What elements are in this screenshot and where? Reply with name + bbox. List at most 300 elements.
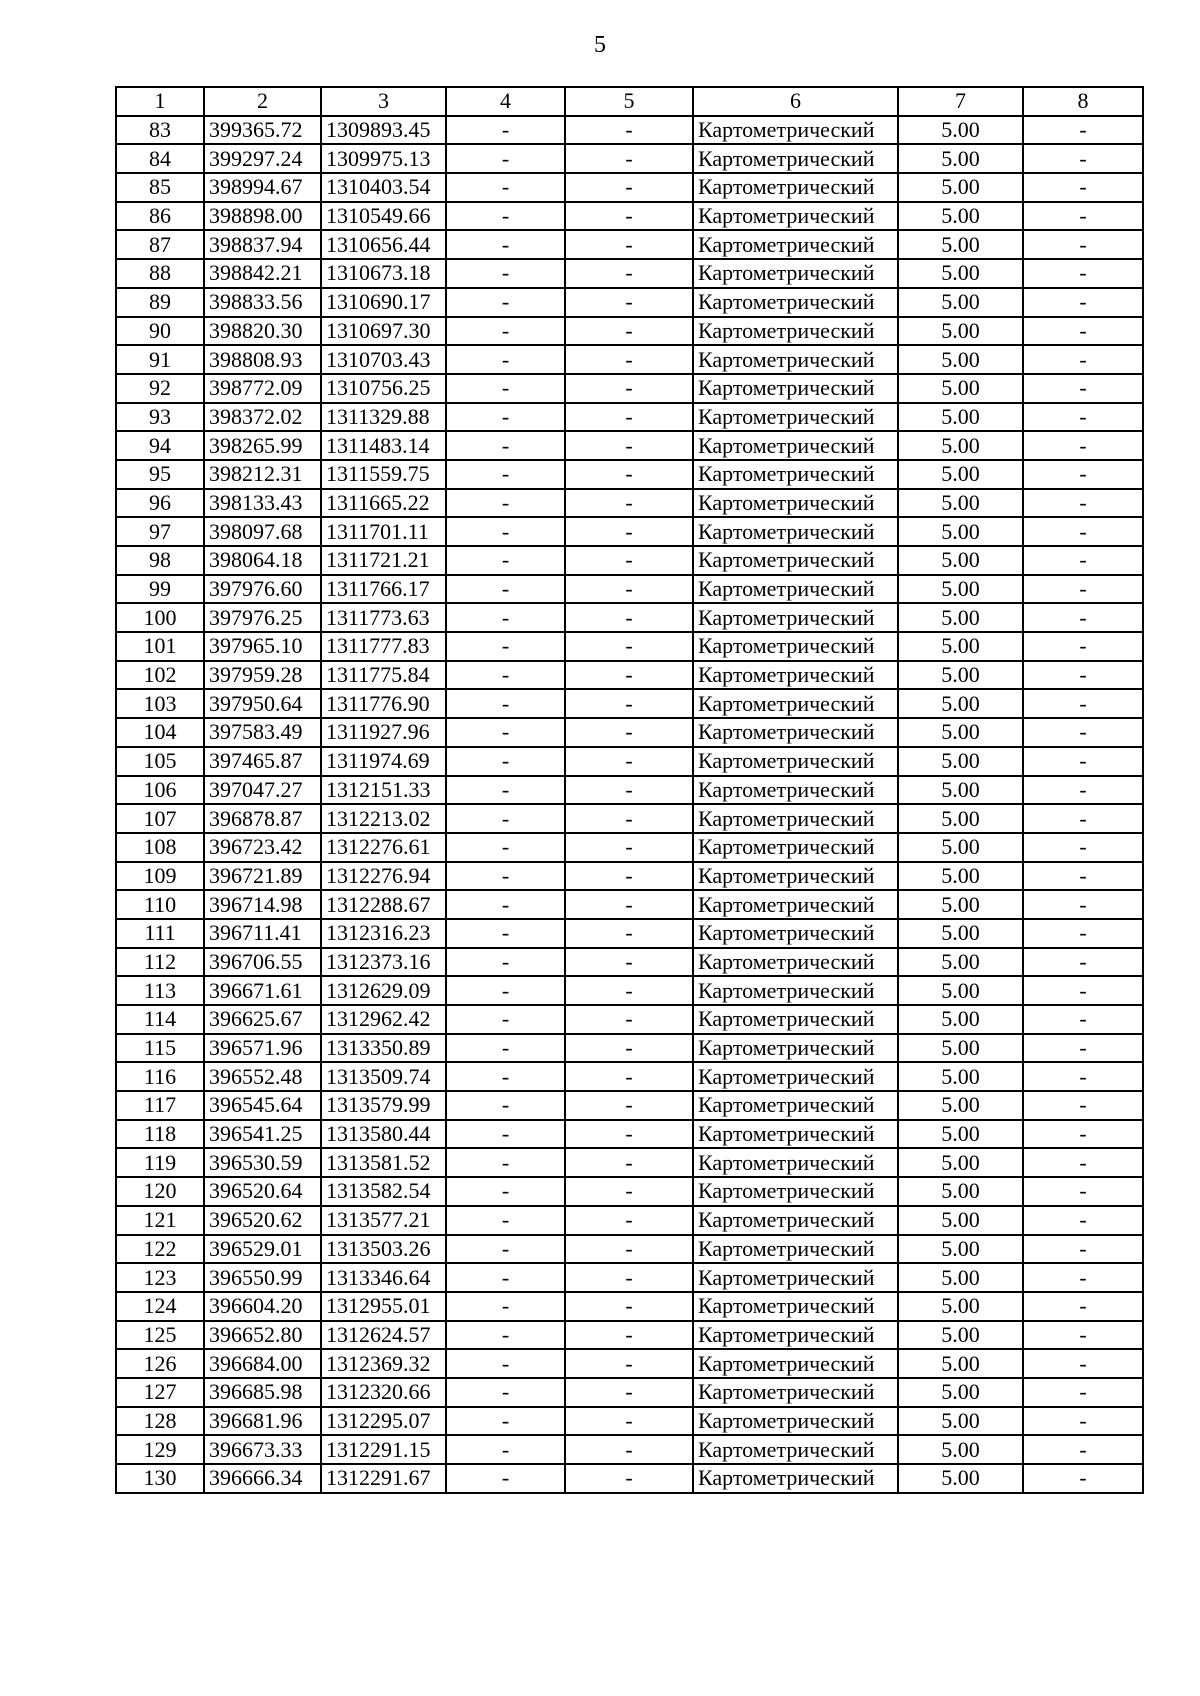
point-number-cell: 98: [116, 546, 204, 575]
y-coordinate-cell: 1313346.64: [321, 1263, 446, 1292]
col-5-cell: -: [565, 1062, 693, 1091]
column-header-8: 8: [1023, 87, 1143, 116]
y-coordinate-cell: 1311721.21: [321, 546, 446, 575]
col-8-cell: -: [1023, 1349, 1143, 1378]
x-coordinate-cell: 399365.72: [204, 116, 321, 145]
point-number-cell: 92: [116, 374, 204, 403]
column-header-4: 4: [446, 87, 565, 116]
accuracy-cell: 5.00: [898, 862, 1023, 891]
accuracy-cell: 5.00: [898, 1120, 1023, 1149]
col-5-cell: -: [565, 1407, 693, 1436]
col-4-cell: -: [446, 1235, 565, 1264]
x-coordinate-cell: 397959.28: [204, 661, 321, 690]
col-4-cell: -: [446, 517, 565, 546]
table-body: [116, 116, 1143, 1493]
y-coordinate-cell: 1312955.01: [321, 1292, 446, 1321]
point-number-cell: 129: [116, 1435, 204, 1464]
table-row: [116, 890, 1143, 919]
point-number-cell: 112: [116, 948, 204, 977]
y-coordinate-cell: 1313581.52: [321, 1148, 446, 1177]
point-number-cell: 107: [116, 804, 204, 833]
method-cell: Картометрический: [693, 1407, 898, 1436]
method-cell: Картометрический: [693, 862, 898, 891]
y-coordinate-cell: 1312276.61: [321, 833, 446, 862]
col-4-cell: -: [446, 747, 565, 776]
y-coordinate-cell: 1310690.17: [321, 288, 446, 317]
y-coordinate-cell: 1313582.54: [321, 1177, 446, 1206]
y-coordinate-cell: 1311974.69: [321, 747, 446, 776]
col-8-cell: -: [1023, 202, 1143, 231]
accuracy-cell: 5.00: [898, 603, 1023, 632]
method-cell: Картометрический: [693, 1263, 898, 1292]
col-5-cell: -: [565, 1464, 693, 1493]
col-8-cell: -: [1023, 776, 1143, 805]
method-cell: Картометрический: [693, 804, 898, 833]
method-cell: Картометрический: [693, 718, 898, 747]
table-row: [116, 948, 1143, 977]
col-4-cell: -: [446, 489, 565, 518]
method-cell: Картометрический: [693, 173, 898, 202]
col-8-cell: -: [1023, 804, 1143, 833]
table-row: [116, 776, 1143, 805]
table-row: [116, 632, 1143, 661]
method-cell: Картометрический: [693, 632, 898, 661]
accuracy-cell: 5.00: [898, 317, 1023, 346]
col-5-cell: -: [565, 202, 693, 231]
point-number-cell: 94: [116, 431, 204, 460]
col-8-cell: -: [1023, 259, 1143, 288]
method-cell: Картометрический: [693, 546, 898, 575]
col-8-cell: -: [1023, 1292, 1143, 1321]
x-coordinate-cell: 396530.59: [204, 1148, 321, 1177]
col-8-cell: -: [1023, 1120, 1143, 1149]
accuracy-cell: 5.00: [898, 431, 1023, 460]
x-coordinate-cell: 396706.55: [204, 948, 321, 977]
col-5-cell: -: [565, 661, 693, 690]
accuracy-cell: 5.00: [898, 144, 1023, 173]
table-row: [116, 1062, 1143, 1091]
point-number-cell: 128: [116, 1407, 204, 1436]
table-row: [116, 1321, 1143, 1350]
accuracy-cell: 5.00: [898, 1349, 1023, 1378]
col-4-cell: -: [446, 1206, 565, 1235]
col-4-cell: -: [446, 1005, 565, 1034]
y-coordinate-cell: 1310697.30: [321, 317, 446, 346]
x-coordinate-cell: 397047.27: [204, 776, 321, 805]
accuracy-cell: 5.00: [898, 1378, 1023, 1407]
method-cell: Картометрический: [693, 776, 898, 805]
col-5-cell: -: [565, 1005, 693, 1034]
accuracy-cell: 5.00: [898, 1321, 1023, 1350]
y-coordinate-cell: 1311777.83: [321, 632, 446, 661]
col-5-cell: -: [565, 489, 693, 518]
table-row: [116, 403, 1143, 432]
col-5-cell: -: [565, 1321, 693, 1350]
point-number-cell: 91: [116, 345, 204, 374]
table-row: [116, 1464, 1143, 1493]
col-5-cell: -: [565, 1148, 693, 1177]
method-cell: Картометрический: [693, 517, 898, 546]
table-row: [116, 173, 1143, 202]
method-cell: Картометрический: [693, 1177, 898, 1206]
col-4-cell: -: [446, 689, 565, 718]
point-number-cell: 108: [116, 833, 204, 862]
accuracy-cell: 5.00: [898, 460, 1023, 489]
col-4-cell: -: [446, 1321, 565, 1350]
col-8-cell: -: [1023, 1321, 1143, 1350]
x-coordinate-cell: 398097.68: [204, 517, 321, 546]
col-5-cell: -: [565, 776, 693, 805]
accuracy-cell: 5.00: [898, 230, 1023, 259]
col-8-cell: -: [1023, 890, 1143, 919]
method-cell: Картометрический: [693, 890, 898, 919]
point-number-cell: 87: [116, 230, 204, 259]
col-8-cell: -: [1023, 116, 1143, 145]
point-number-cell: 105: [116, 747, 204, 776]
col-4-cell: -: [446, 317, 565, 346]
y-coordinate-cell: 1312624.57: [321, 1321, 446, 1350]
col-4-cell: -: [446, 919, 565, 948]
table-row: [116, 833, 1143, 862]
x-coordinate-cell: 396604.20: [204, 1292, 321, 1321]
col-8-cell: -: [1023, 374, 1143, 403]
accuracy-cell: 5.00: [898, 718, 1023, 747]
table-row: [116, 546, 1143, 575]
method-cell: Картометрический: [693, 603, 898, 632]
accuracy-cell: 5.00: [898, 890, 1023, 919]
accuracy-cell: 5.00: [898, 948, 1023, 977]
col-8-cell: -: [1023, 144, 1143, 173]
col-4-cell: -: [446, 603, 565, 632]
col-5-cell: -: [565, 288, 693, 317]
point-number-cell: 90: [116, 317, 204, 346]
table-row: [116, 288, 1143, 317]
x-coordinate-cell: 398842.21: [204, 259, 321, 288]
method-cell: Картометрический: [693, 374, 898, 403]
col-4-cell: -: [446, 833, 565, 862]
y-coordinate-cell: 1311776.90: [321, 689, 446, 718]
x-coordinate-cell: 396520.62: [204, 1206, 321, 1235]
col-4-cell: -: [446, 948, 565, 977]
col-4-cell: -: [446, 1177, 565, 1206]
col-4-cell: -: [446, 374, 565, 403]
y-coordinate-cell: 1313503.26: [321, 1235, 446, 1264]
point-number-cell: 121: [116, 1206, 204, 1235]
y-coordinate-cell: 1313350.89: [321, 1034, 446, 1063]
point-number-cell: 88: [116, 259, 204, 288]
table-row: [116, 202, 1143, 231]
point-number-cell: 93: [116, 403, 204, 432]
accuracy-cell: 5.00: [898, 1005, 1023, 1034]
method-cell: Картометрический: [693, 288, 898, 317]
col-8-cell: -: [1023, 1464, 1143, 1493]
col-5-cell: -: [565, 1235, 693, 1264]
col-4-cell: -: [446, 661, 565, 690]
col-5-cell: -: [565, 833, 693, 862]
y-coordinate-cell: 1311701.11: [321, 517, 446, 546]
col-8-cell: -: [1023, 575, 1143, 604]
col-8-cell: -: [1023, 403, 1143, 432]
x-coordinate-cell: 397950.64: [204, 689, 321, 718]
col-4-cell: -: [446, 1349, 565, 1378]
x-coordinate-cell: 396520.64: [204, 1177, 321, 1206]
col-8-cell: -: [1023, 1005, 1143, 1034]
point-number-cell: 102: [116, 661, 204, 690]
col-5-cell: -: [565, 1292, 693, 1321]
col-4-cell: -: [446, 718, 565, 747]
method-cell: Картометрический: [693, 1235, 898, 1264]
x-coordinate-cell: 396711.41: [204, 919, 321, 948]
table-row: [116, 1235, 1143, 1264]
method-cell: Картометрический: [693, 1321, 898, 1350]
x-coordinate-cell: 398820.30: [204, 317, 321, 346]
col-4-cell: -: [446, 173, 565, 202]
method-cell: Картометрический: [693, 1148, 898, 1177]
y-coordinate-cell: 1312316.23: [321, 919, 446, 948]
y-coordinate-cell: 1311773.63: [321, 603, 446, 632]
x-coordinate-cell: 396878.87: [204, 804, 321, 833]
col-4-cell: -: [446, 575, 565, 604]
point-number-cell: 100: [116, 603, 204, 632]
y-coordinate-cell: 1309893.45: [321, 116, 446, 145]
col-8-cell: -: [1023, 546, 1143, 575]
table-row: [116, 1435, 1143, 1464]
method-cell: Картометрический: [693, 1349, 898, 1378]
table-row: [116, 689, 1143, 718]
table-row: [116, 661, 1143, 690]
accuracy-cell: 5.00: [898, 345, 1023, 374]
col-8-cell: -: [1023, 173, 1143, 202]
method-cell: Картометрический: [693, 460, 898, 489]
table-row: [116, 1091, 1143, 1120]
y-coordinate-cell: 1312295.07: [321, 1407, 446, 1436]
table-row: [116, 517, 1143, 546]
col-4-cell: -: [446, 1435, 565, 1464]
accuracy-cell: 5.00: [898, 976, 1023, 1005]
col-5-cell: -: [565, 374, 693, 403]
x-coordinate-cell: 398837.94: [204, 230, 321, 259]
x-coordinate-cell: 398265.99: [204, 431, 321, 460]
accuracy-cell: 5.00: [898, 288, 1023, 317]
point-number-cell: 122: [116, 1235, 204, 1264]
header-row: [116, 87, 1143, 116]
accuracy-cell: 5.00: [898, 632, 1023, 661]
col-4-cell: -: [446, 431, 565, 460]
col-5-cell: -: [565, 747, 693, 776]
method-cell: Картометрический: [693, 1292, 898, 1321]
method-cell: Картометрический: [693, 1091, 898, 1120]
point-number-cell: 103: [116, 689, 204, 718]
y-coordinate-cell: 1312276.94: [321, 862, 446, 891]
point-number-cell: 113: [116, 976, 204, 1005]
x-coordinate-cell: 396721.89: [204, 862, 321, 891]
y-coordinate-cell: 1311559.75: [321, 460, 446, 489]
col-8-cell: -: [1023, 345, 1143, 374]
col-8-cell: -: [1023, 747, 1143, 776]
point-number-cell: 85: [116, 173, 204, 202]
point-number-cell: 114: [116, 1005, 204, 1034]
col-4-cell: -: [446, 116, 565, 145]
col-8-cell: -: [1023, 1263, 1143, 1292]
y-coordinate-cell: 1312291.15: [321, 1435, 446, 1464]
y-coordinate-cell: 1312288.67: [321, 890, 446, 919]
accuracy-cell: 5.00: [898, 1235, 1023, 1264]
column-header-3: 3: [321, 87, 446, 116]
accuracy-cell: 5.00: [898, 259, 1023, 288]
table-row: [116, 144, 1143, 173]
y-coordinate-cell: 1313580.44: [321, 1120, 446, 1149]
accuracy-cell: 5.00: [898, 1034, 1023, 1063]
point-number-cell: 119: [116, 1148, 204, 1177]
point-number-cell: 89: [116, 288, 204, 317]
accuracy-cell: 5.00: [898, 374, 1023, 403]
y-coordinate-cell: 1310703.43: [321, 345, 446, 374]
col-8-cell: -: [1023, 689, 1143, 718]
accuracy-cell: 5.00: [898, 1177, 1023, 1206]
y-coordinate-cell: 1310673.18: [321, 259, 446, 288]
table-row: [116, 1034, 1143, 1063]
table-row: [116, 1407, 1143, 1436]
column-header-1: 1: [116, 87, 204, 116]
accuracy-cell: 5.00: [898, 1407, 1023, 1436]
point-number-cell: 130: [116, 1464, 204, 1493]
col-8-cell: -: [1023, 1062, 1143, 1091]
method-cell: Картометрический: [693, 1378, 898, 1407]
col-5-cell: -: [565, 1263, 693, 1292]
col-8-cell: -: [1023, 632, 1143, 661]
point-number-cell: 111: [116, 919, 204, 948]
y-coordinate-cell: 1311665.22: [321, 489, 446, 518]
x-coordinate-cell: 398372.02: [204, 403, 321, 432]
x-coordinate-cell: 398808.93: [204, 345, 321, 374]
table-row: [116, 1378, 1143, 1407]
y-coordinate-cell: 1312291.67: [321, 1464, 446, 1493]
col-4-cell: -: [446, 1091, 565, 1120]
col-8-cell: -: [1023, 1148, 1143, 1177]
x-coordinate-cell: 396625.67: [204, 1005, 321, 1034]
x-coordinate-cell: 398994.67: [204, 173, 321, 202]
point-number-cell: 83: [116, 116, 204, 145]
table-row: [116, 1263, 1143, 1292]
col-8-cell: -: [1023, 431, 1143, 460]
col-8-cell: -: [1023, 517, 1143, 546]
col-8-cell: -: [1023, 460, 1143, 489]
y-coordinate-cell: 1311329.88: [321, 403, 446, 432]
table-row: [116, 345, 1143, 374]
method-cell: Картометрический: [693, 1005, 898, 1034]
point-number-cell: 126: [116, 1349, 204, 1378]
col-8-cell: -: [1023, 948, 1143, 977]
col-4-cell: -: [446, 403, 565, 432]
col-4-cell: -: [446, 1034, 565, 1063]
y-coordinate-cell: 1311766.17: [321, 575, 446, 604]
col-4-cell: -: [446, 1407, 565, 1436]
col-8-cell: -: [1023, 1034, 1143, 1063]
method-cell: Картометрический: [693, 1034, 898, 1063]
table-row: [116, 862, 1143, 891]
col-8-cell: -: [1023, 1177, 1143, 1206]
col-5-cell: -: [565, 431, 693, 460]
x-coordinate-cell: 398212.31: [204, 460, 321, 489]
col-8-cell: -: [1023, 288, 1143, 317]
col-8-cell: -: [1023, 718, 1143, 747]
accuracy-cell: 5.00: [898, 776, 1023, 805]
point-number-cell: 104: [116, 718, 204, 747]
table-row: [116, 374, 1143, 403]
col-4-cell: -: [446, 976, 565, 1005]
y-coordinate-cell: 1312151.33: [321, 776, 446, 805]
col-4-cell: -: [446, 1263, 565, 1292]
col-8-cell: -: [1023, 603, 1143, 632]
table-row: [116, 1177, 1143, 1206]
accuracy-cell: 5.00: [898, 116, 1023, 145]
col-4-cell: -: [446, 345, 565, 374]
col-4-cell: -: [446, 632, 565, 661]
method-cell: Картометрический: [693, 689, 898, 718]
point-number-cell: 124: [116, 1292, 204, 1321]
table-row: [116, 1292, 1143, 1321]
col-5-cell: -: [565, 173, 693, 202]
method-cell: Картометрический: [693, 116, 898, 145]
table-row: [116, 575, 1143, 604]
accuracy-cell: 5.00: [898, 1062, 1023, 1091]
col-5-cell: -: [565, 460, 693, 489]
accuracy-cell: 5.00: [898, 833, 1023, 862]
accuracy-cell: 5.00: [898, 1292, 1023, 1321]
col-8-cell: -: [1023, 919, 1143, 948]
col-5-cell: -: [565, 919, 693, 948]
col-5-cell: -: [565, 804, 693, 833]
col-8-cell: -: [1023, 1378, 1143, 1407]
accuracy-cell: 5.00: [898, 1435, 1023, 1464]
col-4-cell: -: [446, 546, 565, 575]
table-row: [116, 317, 1143, 346]
method-cell: Картометрический: [693, 1206, 898, 1235]
y-coordinate-cell: 1310403.54: [321, 173, 446, 202]
col-8-cell: -: [1023, 1091, 1143, 1120]
accuracy-cell: 5.00: [898, 1206, 1023, 1235]
y-coordinate-cell: 1312320.66: [321, 1378, 446, 1407]
accuracy-cell: 5.00: [898, 661, 1023, 690]
col-5-cell: -: [565, 718, 693, 747]
table-row: [116, 431, 1143, 460]
point-number-cell: 86: [116, 202, 204, 231]
accuracy-cell: 5.00: [898, 489, 1023, 518]
accuracy-cell: 5.00: [898, 1263, 1023, 1292]
method-cell: Картометрический: [693, 747, 898, 776]
x-coordinate-cell: 396684.00: [204, 1349, 321, 1378]
table-row: [116, 919, 1143, 948]
point-number-cell: 95: [116, 460, 204, 489]
method-cell: Картометрический: [693, 144, 898, 173]
x-coordinate-cell: 396541.25: [204, 1120, 321, 1149]
method-cell: Картометрический: [693, 489, 898, 518]
accuracy-cell: 5.00: [898, 804, 1023, 833]
table-row: [116, 603, 1143, 632]
x-coordinate-cell: 397965.10: [204, 632, 321, 661]
method-cell: Картометрический: [693, 661, 898, 690]
col-4-cell: -: [446, 804, 565, 833]
method-cell: Картометрический: [693, 259, 898, 288]
table-row: [116, 1120, 1143, 1149]
y-coordinate-cell: 1312629.09: [321, 976, 446, 1005]
point-number-cell: 110: [116, 890, 204, 919]
col-5-cell: -: [565, 1378, 693, 1407]
y-coordinate-cell: 1312962.42: [321, 1005, 446, 1034]
x-coordinate-cell: 398772.09: [204, 374, 321, 403]
col-5-cell: -: [565, 116, 693, 145]
col-4-cell: -: [446, 1464, 565, 1493]
